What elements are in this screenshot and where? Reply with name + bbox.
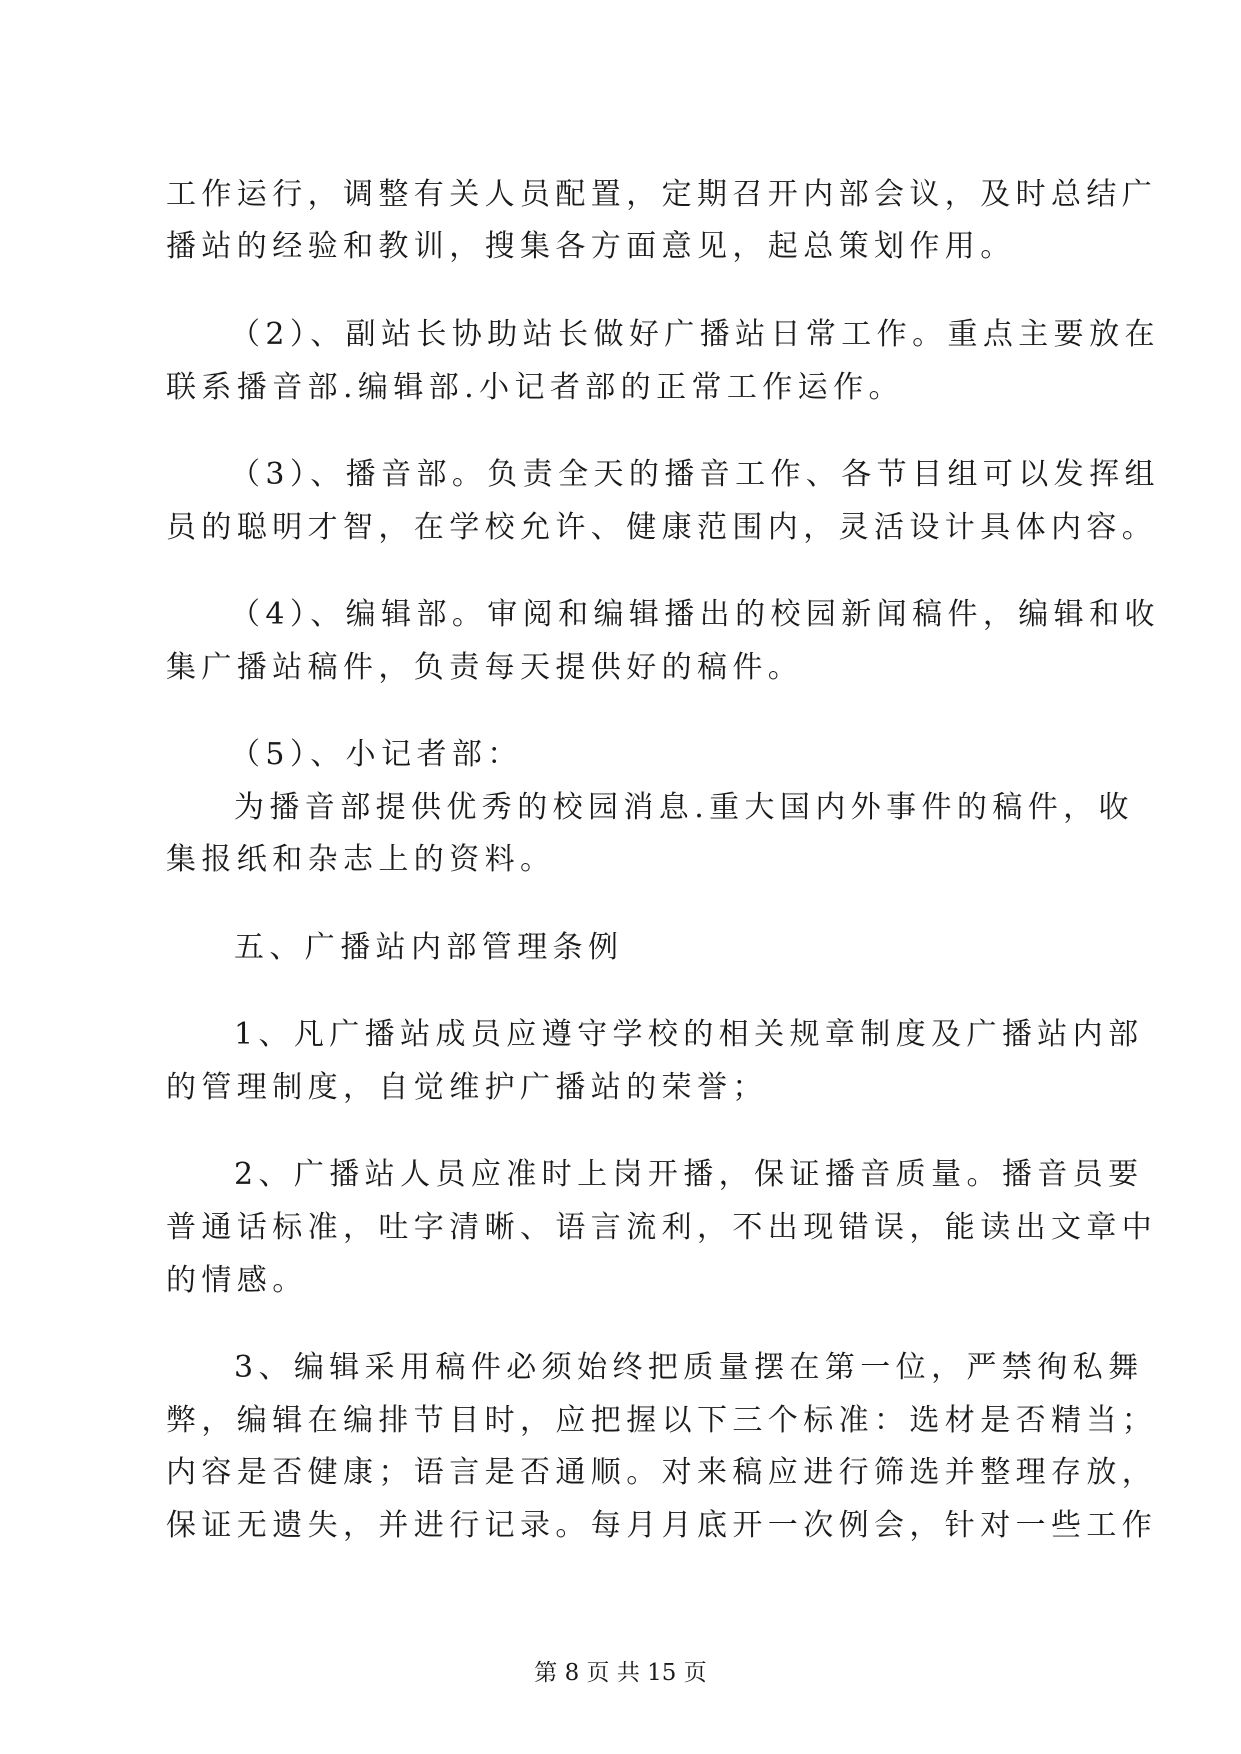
body-line: 工作运行，调整有关人员配置，定期召开内部会议，及时总结广 [166,177,1158,212]
section-heading: 五、广播站内部管理条例 [234,930,624,965]
body-line: 集广播站稿件，负责每天提供好的稿件。 [166,650,804,685]
body-line: （2）、副站长协助站长做好广播站日常工作。重点主要放在 [230,317,1160,352]
body-line: （3）、播音部。负责全天的播音工作、各节目组可以发挥组 [230,457,1160,492]
body-line: 普通话标准，吐字清晰、语言流利，不出现错误，能读出文章中 [166,1210,1158,1245]
page-footer: 第 8 页 共 15 页 [534,1660,707,1686]
body-line: 联系播音部.编辑部.小记者部的正常工作运作。 [166,370,904,405]
body-line: 1、凡广播站成员应遵守学校的相关规章制度及广播站内部 [234,1017,1144,1052]
body-line: （4）、编辑部。审阅和编辑播出的校园新闻稿件，编辑和收 [230,597,1160,632]
body-line: （5）、小记者部： [230,737,523,772]
body-line: 员的聪明才智，在学校允许、健康范围内，灵活设计具体内容。 [166,510,1158,545]
body-line: 为播音部提供优秀的校园消息.重大国内外事件的稿件，收 [234,790,1134,825]
body-line: 播站的经验和教训，搜集各方面意见，起总策划作用。 [166,229,1016,264]
body-line: 集报纸和杂志上的资料。 [166,842,556,877]
body-line: 3、编辑采用稿件必须始终把质量摆在第一位，严禁徇私舞 [234,1350,1144,1385]
body-line: 的情感。 [166,1263,308,1298]
body-line: 内容是否健康；语言是否通顺。对来稿应进行筛选并整理存放， [166,1455,1158,1490]
body-line: 2、广播站人员应准时上岗开播，保证播音质量。播音员要 [234,1157,1144,1192]
body-line: 的管理制度，自觉维护广播站的荣誉； [166,1070,768,1105]
body-line: 弊，编辑在编排节目时，应把握以下三个标准：选材是否精当； [166,1403,1158,1438]
body-line: 保证无遗失，并进行记录。每月月底开一次例会，针对一些工作 [166,1508,1158,1543]
